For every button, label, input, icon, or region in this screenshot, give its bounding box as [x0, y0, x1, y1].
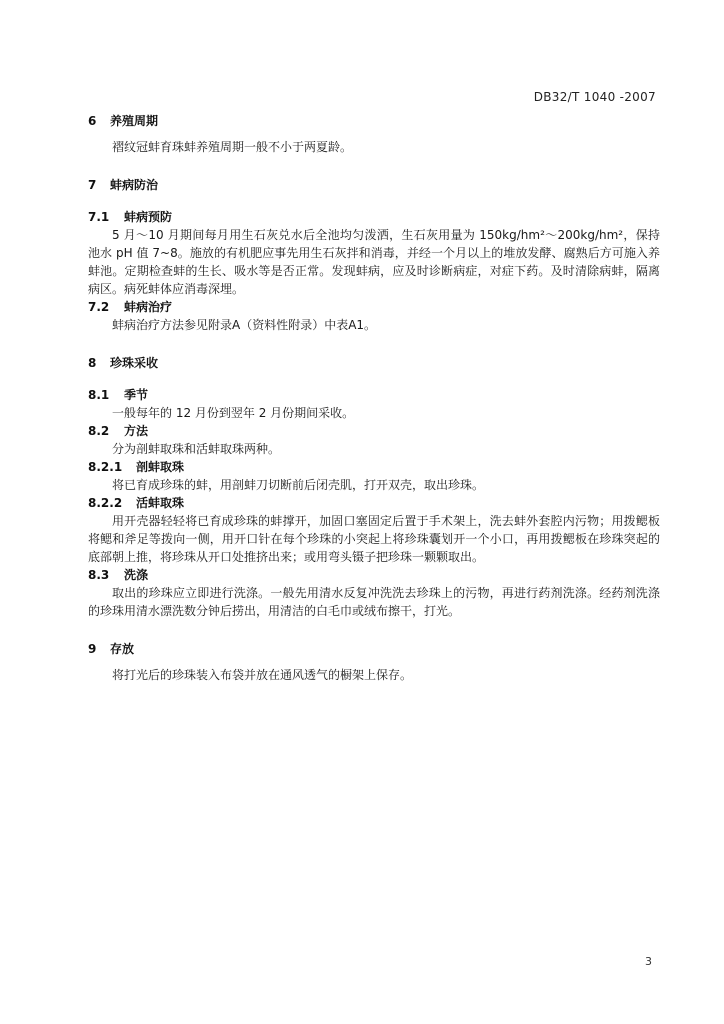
section-heading — [88, 176, 660, 194]
paragraph: 分为剖蚌取珠和活蚌取珠两种。 — [112, 442, 281, 456]
subsection-number: 7.1 — [88, 210, 110, 224]
section-heading — [88, 354, 660, 372]
section-number: 7 — [88, 178, 97, 192]
section-number: 6 — [88, 114, 97, 128]
subsection-title: 方法 — [124, 424, 149, 438]
paragraph: 5 月～10 月期间每月用生石灰兑水后全池均匀泼洒，生石灰用量为 150kg/hm²～200kg/hm²，保持池水 pH 值 7~8。施放的有机肥应事先用生石灰拌和消毒，并经一个月以上的堆放发酵、腐熟后方可施入养蚌池。定期检查蚌的生长、吸水等是否正常。发现蚌病，应及时诊断病症，对症下药。及时清除病蚌，隔离病区。病死蚌体应消毒深埋。 — [88, 228, 660, 296]
subsection-title: 洗涤 — [124, 568, 149, 582]
paragraph: 将打光后的珍珠装入布袋并放在通风透气的橱架上保存。 — [112, 668, 413, 682]
subsubsection-number: 8.2.1 — [88, 460, 123, 474]
page-number: 3 — [645, 955, 652, 968]
subsection-title: 季节 — [124, 388, 149, 402]
subsection-title: 蚌病治疗 — [124, 300, 173, 314]
section-title: 珍珠采收 — [110, 356, 159, 370]
subsection-heading — [88, 422, 660, 440]
subsection-heading — [88, 566, 660, 584]
paragraph: 取出的珍珠应立即进行洗涤。一般先用清水反复冲洗洗去珍珠上的污物，再进行药剂洗涤。经药剂洗涤的珍珠用清水漂洗数分钟后捞出，用清洁的白毛巾或绒布擦干，打光。 — [88, 586, 660, 618]
paragraph: 一般每年的 12 月份到翌年 2 月份期间采收。 — [112, 406, 355, 420]
section-title: 养殖周期 — [110, 114, 159, 128]
subsubsection-heading — [88, 458, 660, 476]
subsubsection-title: 活蚌取珠 — [136, 496, 185, 510]
subsubsection-heading — [88, 494, 660, 512]
document-code: DB32/T 1040 -2007 — [533, 90, 656, 104]
section-number: 9 — [88, 642, 97, 656]
paragraph: 将已育成珍珠的蚌，用剖蚌刀切断前后闭壳肌，打开双壳，取出珍珠。 — [112, 478, 485, 492]
subsection-title: 蚌病预防 — [124, 210, 173, 224]
subsubsection-title: 剖蚌取珠 — [136, 460, 185, 474]
subsection-number: 8.1 — [88, 388, 110, 402]
section-heading — [88, 112, 660, 130]
subsection-heading — [88, 298, 660, 316]
section-title: 蚌病防治 — [110, 178, 159, 192]
document-body — [88, 112, 660, 684]
section-title: 存放 — [110, 642, 135, 656]
section-heading — [88, 640, 660, 658]
subsubsection-number: 8.2.2 — [88, 496, 123, 510]
subsection-number: 7.2 — [88, 300, 110, 314]
subsection-heading — [88, 208, 660, 226]
subsection-heading — [88, 386, 660, 404]
paragraph: 褶纹冠蚌育珠蚌养殖周期一般不小于两夏龄。 — [112, 140, 353, 154]
section-number: 8 — [88, 356, 97, 370]
paragraph: 蚌病治疗方法参见附录A（资料性附录）中表A1。 — [112, 318, 377, 332]
subsection-number: 8.2 — [88, 424, 110, 438]
subsection-number: 8.3 — [88, 568, 110, 582]
paragraph: 用开壳器轻轻将已育成珍珠的蚌撑开，加固口塞固定后置于手术架上，洗去蚌外套腔内污物；用拨鳃板将鳃和斧足等拨向一侧，用开口针在每个珍珠的小突起上将珍珠囊划开一个小口，再用拨鳃板在珍珠突起的底部朝上推，将珍珠从开口处推挤出来；或用弯头镊子把珍珠一颗颗取出。 — [88, 514, 660, 564]
